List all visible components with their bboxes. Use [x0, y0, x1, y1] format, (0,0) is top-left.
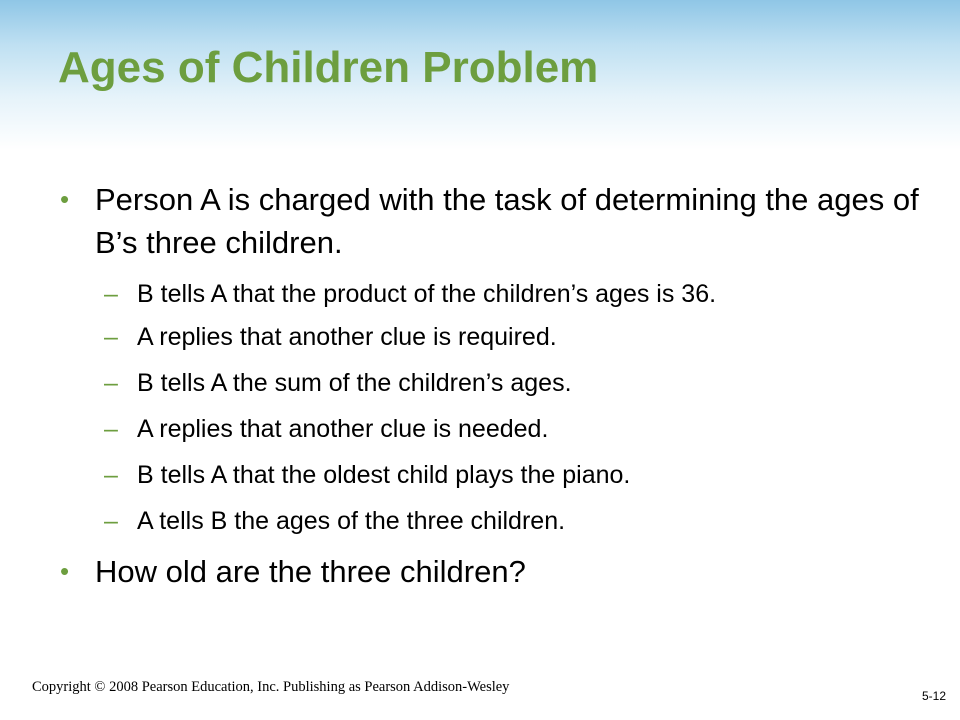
dash-marker: – [104, 415, 118, 443]
sub-item-text: A replies that another clue is needed. [137, 415, 549, 443]
sub-item-text: A tells B the ages of the three children. [137, 507, 566, 535]
bullet-marker: • [60, 184, 70, 214]
bullet-marker: • [60, 556, 70, 586]
sub-item-6 [104, 506, 924, 536]
dash-marker: – [104, 369, 118, 397]
sub-item-2 [104, 322, 924, 352]
bullet-item-2 [60, 550, 920, 593]
bullet-text: How old are the three children? [95, 554, 526, 589]
sub-item-1 [104, 279, 924, 309]
sub-item-text: A replies that another clue is required. [137, 323, 557, 351]
slide-title: Ages of Children Problem [58, 43, 599, 92]
bullet-item-1 [60, 178, 920, 264]
dash-marker: – [104, 323, 118, 351]
page-number: 5-12 [921, 689, 946, 703]
sub-item-text: B tells A that the product of the children’s ages is 36. [137, 280, 717, 308]
dash-marker: – [104, 280, 118, 308]
dash-marker: – [104, 461, 118, 489]
sub-item-text: B tells A that the oldest child plays the piano. [137, 461, 631, 489]
sub-item-4 [104, 414, 924, 444]
dash-marker: – [104, 507, 118, 535]
sub-item-5 [104, 460, 924, 490]
sub-item-3 [104, 368, 924, 398]
sub-item-text: B tells A the sum of the children’s ages. [137, 369, 572, 397]
bullet-text: Person A is charged with the task of determining the ages of B’s three children. [95, 182, 919, 260]
copyright-footer: Copyright © 2008 Pearson Education, Inc. Publishing as Pearson Addison-Wesley [32, 679, 510, 695]
